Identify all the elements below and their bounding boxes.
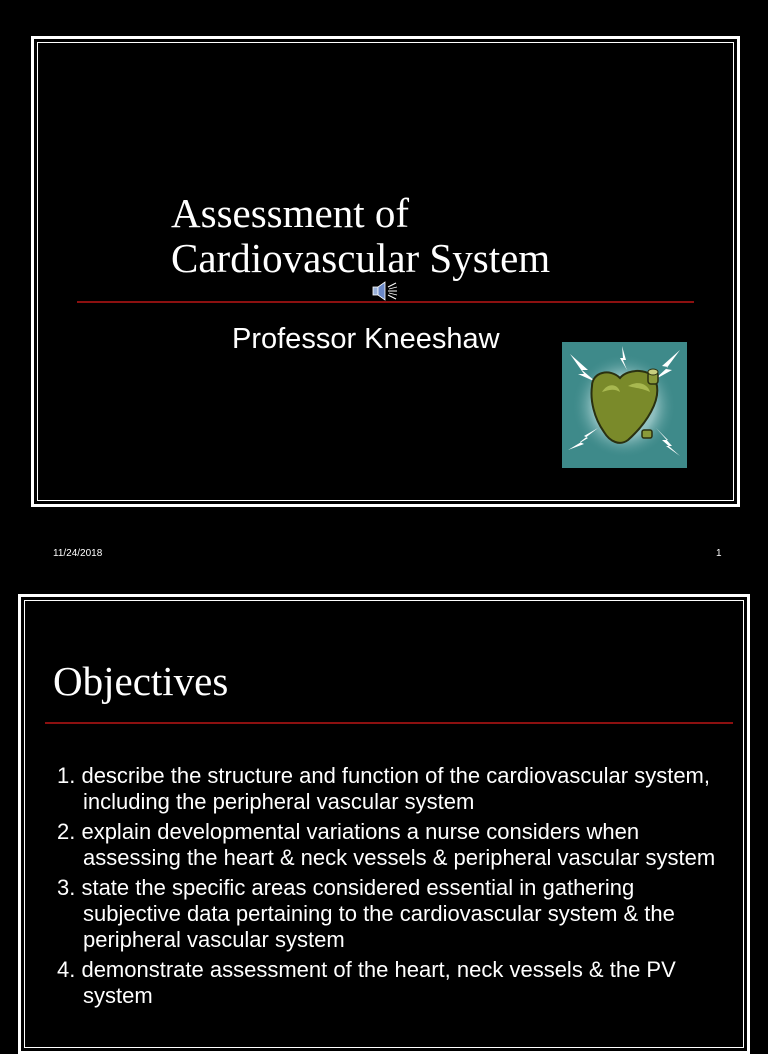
slide-number: 1 (716, 548, 722, 559)
objectives-divider (45, 722, 733, 724)
slide-title-line1: Assessment of (171, 190, 410, 236)
objectives-title: Objectives (53, 658, 229, 704)
slide-title (171, 191, 550, 281)
objective-item: 1. describe the structure and function of the cardiovascular system, including the peripheral vascular system (57, 763, 710, 814)
slide-subtitle: Professor Kneeshaw (232, 323, 500, 355)
objective-item: 3. state the specific areas considered essential in gathering subjective data pertaining to the cardiovascular system & the peripheral vascular system (57, 875, 675, 952)
slide-date: 11/24/2018 (53, 548, 103, 559)
heart-clipart-icon (562, 342, 687, 468)
objective-item: 4. demonstrate assessment of the heart, neck vessels & the PV system (57, 957, 676, 1008)
speaker-icon[interactable] (371, 279, 399, 303)
objective-item: 2. explain developmental variations a nurse considers when assessing the heart & neck vessels & peripheral vascular system (57, 819, 716, 870)
objectives-slide (18, 594, 750, 1054)
title-slide (31, 36, 740, 507)
slide-title-line2: Cardiovascular System (171, 235, 551, 281)
objectives-list (55, 763, 735, 1013)
